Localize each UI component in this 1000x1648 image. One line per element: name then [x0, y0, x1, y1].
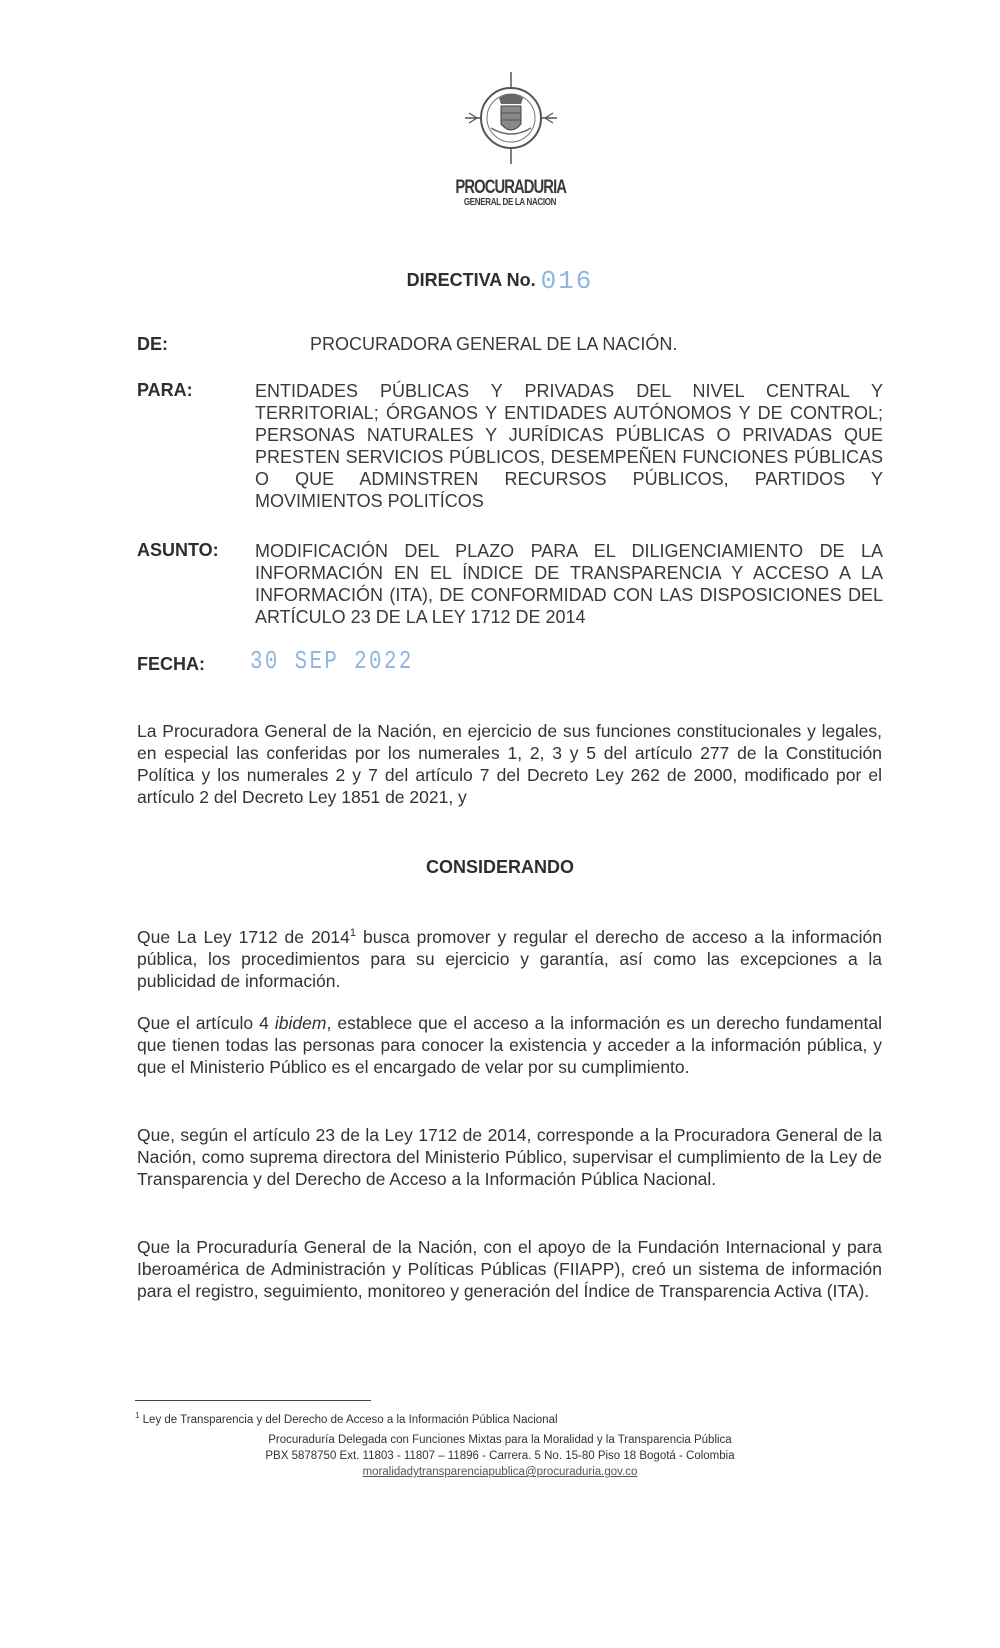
asunto-label: ASUNTO:	[137, 540, 219, 560]
paragraph-2-start: Que el artículo 4	[137, 1013, 275, 1033]
footnote-ref-1: 1	[349, 927, 357, 939]
paragraph-2	[137, 1012, 882, 1078]
paragraph-3: Que, según el artículo 23 de la Ley 1712 de 2014, corresponde a la Procuradora General de la Nación, como suprema directora del Ministerio Público, supervisar el cumplimiento de la Ley de Transparencia y del Derecho de Acceso a la Información Pública Nacional.	[137, 1125, 882, 1189]
paragraph-1	[137, 922, 882, 992]
paragraph-1-rest: busca promover y regular el derecho de acceso a la información pública, los procedimientos para su ejercicio y garantía, así como las excepciones a la publicidad de información.	[137, 926, 882, 991]
footer-line-1: Procuraduría Delegada con Funciones Mixtas para la Moralidad y la Transparencia Pública	[268, 1434, 732, 1446]
footer-email-link[interactable]: moralidadytransparenciapublica@procuraduria.gov.co	[362, 1466, 638, 1478]
org-name-line2: GENERAL DE LA NACION	[463, 197, 557, 208]
footnote-text: Ley de Transparencia y del Derecho de Acceso a la Información Pública Nacional	[139, 1413, 558, 1426]
footer-line-2: PBX 5878750 Ext. 11803 - 11807 – 11896 - Carrera. 5 No. 15-80 Piso 18 Bogotá - Colombia	[265, 1450, 735, 1462]
coat-of-arms-seal-icon	[461, 68, 561, 168]
asunto-value: MODIFICACIÓN DEL PLAZO PARA EL DILIGENCIAMIENTO DE LA INFORMACIÓN EN EL ÍNDICE DE TRANSPARENCIA Y ACCESO A LA INFORMACIÓN (ITA), DE CONFORMIDAD CON LAS DISPOSICIONES DEL ARTÍCULO 23 DE LA LEY 1712 DE 2014	[255, 541, 883, 627]
directiva-number-stamp: 016	[540, 266, 594, 296]
de-label: DE:	[137, 334, 168, 354]
paragraph-1-start: Que La Ley 1712 de 2014	[137, 926, 350, 947]
directiva-title	[0, 266, 1000, 296]
para-label: PARA:	[137, 380, 193, 400]
org-name	[440, 178, 580, 208]
directiva-label: DIRECTIVA No.	[406, 270, 536, 290]
paragraph-4: Que la Procuraduría General de la Nación, con el apoyo de la Fundación Internacional y para Iberoamérica de Administración y Políticas Públicas (FIIAPP), creó un sistema de información para el registro, seguimiento, monitoreo y generación del Índice de Transparencia Activa (ITA).	[137, 1237, 882, 1301]
fecha-date-stamp: 30 SEP 2022	[250, 646, 414, 676]
fecha-label: FECHA:	[137, 654, 205, 674]
footnote	[135, 1411, 558, 1426]
paragraph-2-emphasis: ibidem	[274, 1013, 327, 1033]
intro-paragraph: La Procuradora General de la Nación, en ejercicio de sus funciones constitucionales y legales, en especial las conferidas por los numerales 1, 2, 3 y 5 del artículo 277 de la Constitución Política y los numerales 2 y 7 del artículo 7 del Decreto Ley 262 de 2000, modificado por el artículo 2 del Decreto Ley 1851 de 2021, y	[137, 721, 882, 807]
de-value: PROCURADORA GENERAL DE LA NACIÓN.	[310, 334, 678, 354]
para-value: ENTIDADES PÚBLICAS Y PRIVADAS DEL NIVEL CENTRAL Y TERRITORIAL; ÓRGANOS Y ENTIDADES AUTÓNOMOS Y DE CONTROL; PERSONAS NATURALES Y JURÍDICAS PÚBLICAS O PRIVADAS QUE PRESTEN SERVICIOS PÚBLICOS, DESEMPEÑEN FUNCIONES PÚBLICAS O QUE ADMINSTREN RECURSOS PÚBLICOS, PARTIDOS Y MOVIMIENTOS POLITÍCOS	[255, 381, 883, 511]
paragraph-2-rest: , establece que el acceso a la información es un derecho fundamental que tienen todas las personas para conocer la existencia y acceder a la información pública, y que el Ministerio Público es el encargado de velar por su cumplimiento.	[137, 1013, 882, 1077]
footnote-marker: 1	[135, 1411, 140, 1420]
considerando-heading: CONSIDERANDO	[425, 857, 574, 877]
footer-email-row	[0, 1466, 1000, 1478]
footnote-divider	[135, 1400, 371, 1401]
org-name-line1: PROCURADURIA	[455, 177, 567, 198]
